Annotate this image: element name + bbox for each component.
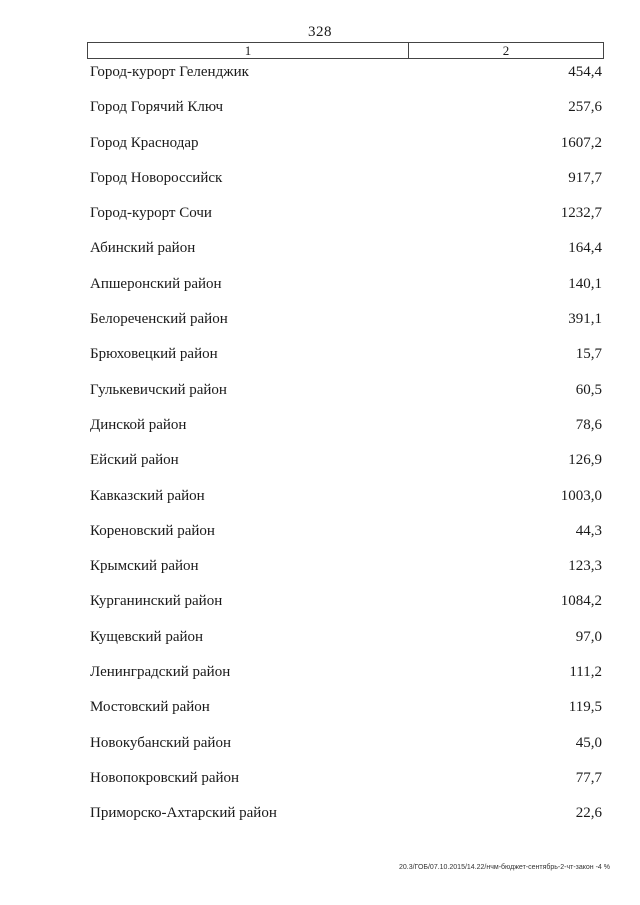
row-name: Город Краснодар [90, 134, 199, 151]
row-name: Город Новороссийск [90, 169, 223, 186]
table-row [90, 133, 602, 168]
row-name: Ленинградский район [90, 664, 231, 681]
row-value: 257,6 [568, 99, 602, 116]
table-row [90, 591, 602, 626]
table-row [90, 415, 602, 450]
table-row [90, 238, 602, 273]
row-name: Белореченский район [90, 311, 228, 328]
row-name: Апшеронский район [90, 275, 222, 292]
table-row [90, 556, 602, 591]
column-header-1: 1 [88, 43, 409, 58]
table-row [90, 627, 602, 662]
column-header-2: 2 [502, 43, 510, 58]
table-row [90, 486, 602, 521]
row-name: Мостовский район [90, 699, 210, 716]
row-value: 77,7 [575, 769, 602, 786]
table-row [90, 168, 602, 203]
table-row [90, 697, 602, 732]
row-value: 45,0 [575, 734, 602, 751]
table-row [90, 733, 602, 768]
document-footer: 20.3/ГОБ/07.10.2015/14.22/нчм-бюджет-сентябрь-2-чт-закон -4 % [398, 864, 610, 871]
row-name: Брюховецкий район [90, 346, 218, 363]
row-value: 111,2 [569, 664, 602, 681]
row-name: Город-курорт Геленджик [90, 64, 249, 80]
row-value: 60,5 [575, 381, 602, 398]
table-row [90, 450, 602, 485]
row-value: 1607,2 [560, 134, 602, 151]
table-row [90, 274, 602, 309]
row-value: 44,3 [575, 522, 602, 539]
row-value: 454,4 [568, 64, 602, 80]
row-name: Кореновский район [90, 522, 215, 539]
row-value: 123,3 [568, 558, 602, 575]
row-value: 15,7 [575, 346, 602, 363]
table-row [90, 97, 602, 132]
row-value: 126,9 [568, 452, 602, 469]
row-name: Кущевский район [90, 628, 204, 645]
table-row [90, 380, 602, 415]
row-value: 1084,2 [560, 593, 602, 610]
table-row [90, 344, 602, 379]
row-name: Абинский район [90, 240, 196, 257]
row-name: Крымский район [90, 558, 199, 575]
row-name: Приморско-Ахтарский район [90, 805, 277, 822]
row-value: 164,4 [568, 240, 602, 257]
row-value: 391,1 [568, 311, 602, 328]
table-row [90, 662, 602, 697]
table-row [90, 768, 602, 803]
row-name: Ейский район [90, 452, 179, 469]
row-value: 119,5 [568, 699, 602, 716]
row-name: Город-курорт Сочи [90, 205, 212, 222]
table-row [90, 521, 602, 556]
row-value: 917,7 [568, 169, 602, 186]
row-name: Новокубанский район [90, 734, 231, 751]
row-value: 78,6 [575, 416, 602, 433]
table-row [90, 309, 602, 344]
row-name: Курганинский район [90, 593, 223, 610]
table-row [90, 203, 602, 238]
row-name: Гулькевичский район [90, 381, 227, 398]
table-row [90, 803, 602, 838]
row-value: 140,1 [568, 275, 602, 292]
row-value: 1232,7 [560, 205, 602, 222]
row-name: Город Горячий Ключ [90, 99, 224, 116]
row-name: Динской район [90, 416, 187, 433]
page-number: 328 [308, 24, 332, 40]
table-body [90, 62, 602, 839]
row-value: 1003,0 [560, 487, 602, 504]
table-row [90, 62, 602, 97]
row-name: Кавказский район [90, 487, 205, 504]
row-value: 97,0 [575, 628, 602, 645]
table-header [87, 42, 604, 59]
row-value: 22,6 [575, 805, 602, 822]
row-name: Новопокровский район [90, 769, 240, 786]
